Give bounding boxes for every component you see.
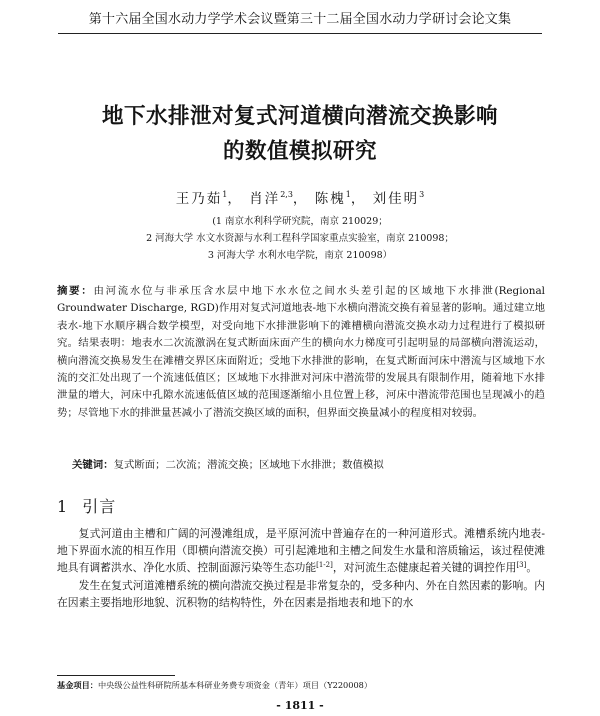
- author-list: 王乃茹$^1$， 肖洋$^{2,3}$， 陈槐$^1$， 刘佳明$^3$: [175, 190, 425, 207]
- section-number: 1: [57, 497, 69, 516]
- body-text: [57, 525, 545, 611]
- author-name: 肖洋: [249, 191, 281, 207]
- author-name: 陈槐: [314, 191, 346, 207]
- paragraph-1: [57, 525, 545, 577]
- paragraph-1-tail: ，对河流生态健康起着关键的调控作用: [332, 561, 517, 575]
- keywords-label: 关键词：: [72, 459, 114, 471]
- citation: [3]: [516, 561, 527, 570]
- footnote-label: 基金项目：: [57, 680, 98, 690]
- page-number: - 1811 -: [276, 699, 324, 712]
- affiliation-1: (1 南京水利科学研究院，南京 210029；: [212, 216, 388, 227]
- author-name: 王乃茹: [175, 191, 223, 207]
- paper-title: [40, 99, 560, 169]
- section-heading: [57, 494, 116, 517]
- running-header: 第十六届全国水动力学学术会议暨第三十二届全国水动力学研讨会论文集: [58, 8, 542, 34]
- title-line-2: 的数值模拟研究: [222, 139, 377, 164]
- citation: [1-2]: [316, 561, 333, 570]
- author-affiliation-mark: 3: [419, 190, 425, 199]
- footnote-divider: [57, 675, 175, 676]
- author-affiliation-mark: 1: [345, 190, 351, 199]
- abstract-text: 由河流水位与非承压含水层中地下水水位之间水头差引起的区域地下水排泄(Regional Groundwater Discharge, RGD)作用对复式河道地表-地下水横向潜流交换有着显著的影响。通过建立地表水-地下水顺序耦合数学模型，对受向地下水排泄影响下的滩槽横向潜流交换水动力过程进行了模拟研究。结果表明：地表水二次流激涡在复式断面床面产生的横向水力梯度可引起明显的局部横向潜流运动，横向潜流交换易发生在滩槽交界区床面附近；受地下水排泄的影响，在复式断面河床中潜流与区域地下水流的交汇处出现了一个流速低值区；区域地下水排泄对河床中潜流带的发展具有限制作用，随着地下水排泄量的增大，河床中孔隙水流速低值区域的范围逐渐缩小且位置上移，河床中潜流带范围也呈现减小的趋势；尽管地下水的排泄量甚减小了潜流交换区域的面积，但界面交换量减小的程度相对较弱。: [57, 285, 546, 419]
- keywords: [72, 458, 542, 473]
- author-affiliation-mark: 1: [222, 190, 228, 199]
- affiliation-2: 2 河海大学 水文水资源与水利工程科学国家重点实验室，南京 210098；: [146, 233, 454, 244]
- paragraph-1-end: 。: [526, 561, 538, 575]
- footnote: [57, 680, 545, 691]
- paragraph-1-text: 复式河道由主槽和广阔的河漫滩组成，是平原河流中普遍存在的一种河道形式。滩槽系统内地表-地下界面水流的相互作用（即横向潜流交换）可引起滩地和主槽之间发生水量和溶质输运，该过程使滩地具有调蓄洪水、净化水质、控制面源污染等生态功能: [57, 527, 545, 575]
- title-line-1: 地下水排泄对复式河道横向潜流交换影响: [101, 104, 498, 129]
- affiliation-3: 3 河海大学 水利水电学院，南京 210098）: [207, 250, 393, 261]
- author-name: 刘佳明: [372, 191, 420, 207]
- footnote-text: 中央级公益性科研院所基本科研业务费专项资金（青年）项目（Y220008）: [97, 680, 373, 690]
- paragraph-2: 发生在复式河道滩槽系统的横向潜流交换过程是非常复杂的，受多种内、外在自然因素的影响。内在因素主要指地形地貌、沉积物的结构特性，外在因素是指地表和地下的水: [57, 578, 545, 609]
- abstract-label: 摘要：: [57, 285, 94, 297]
- keywords-text: 复式断面；二次流；潜流交换；区域地下水排泄；数值模拟: [113, 459, 384, 471]
- section-title: 引言: [82, 497, 117, 516]
- abstract: [57, 283, 545, 422]
- author-affiliation-mark: 2,3: [280, 190, 293, 199]
